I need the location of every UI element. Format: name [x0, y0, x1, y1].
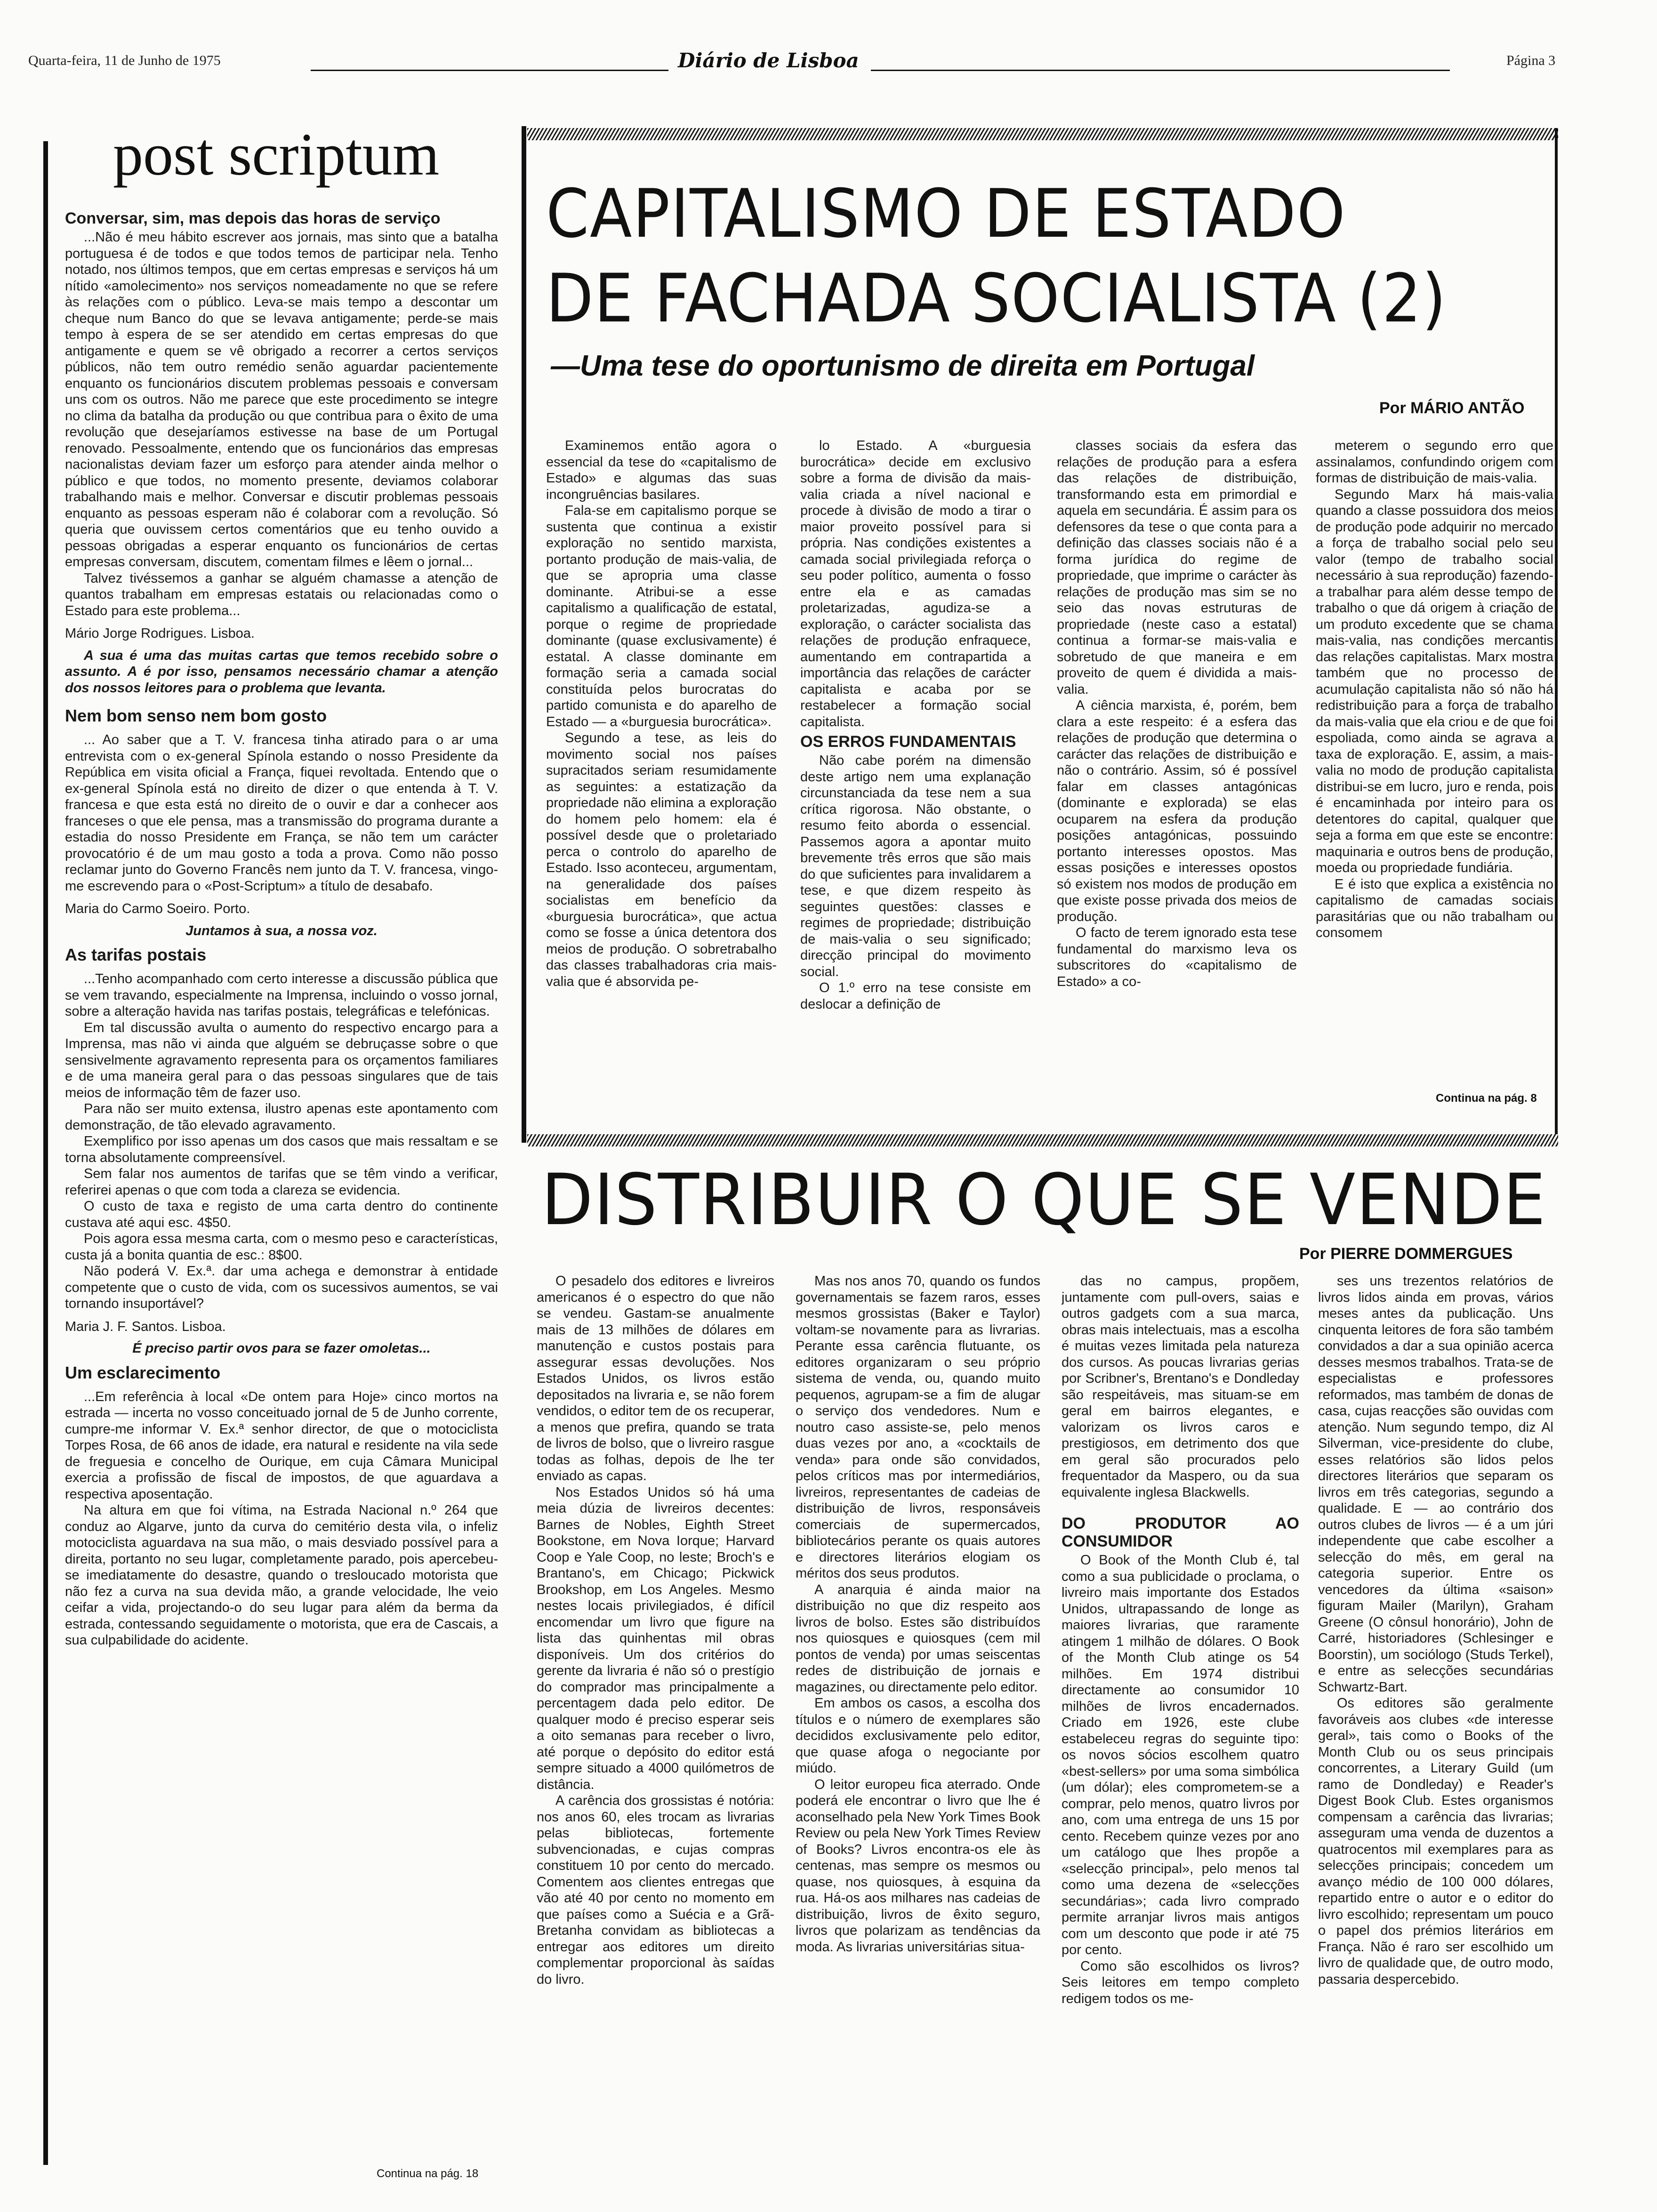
letter-heading: As tarifas postais — [65, 945, 207, 964]
page-number: Página 3 — [1506, 53, 1556, 68]
article2-paragraph: O leitor europeu fica aterrado. Onde poderá ele encontrar o livro que lhe é aconselhado pela New York Times Book Review ou pela New York Times Review of Books? Livros encontra-os ele às centenas, mas sempre os mesmos ou quase, nos quiosques, à esquina da rua. Há-os aos milhares nas cadeias de distribuição, livros de êxito seguro, livros que polarizam as tendências da moda. As livrarias universitárias situa- — [796, 1777, 1040, 1955]
article1-col4 — [1316, 438, 1553, 1087]
article1-paragraph: E é isto que explica a existência no capitalismo de camadas sociais parasitárias que ou não trabalham ou consomem — [1316, 876, 1553, 940]
article2-col4 — [1318, 1273, 1553, 2210]
letter-heading: Nem bom senso nem bom gosto — [65, 706, 327, 725]
article2-paragraph: das no campus, propõem, juntamente com pull-overs, saias e outros gadgets com a sua marca, obras mais intelectuais, mas a escolha é muitas vezes limitada pela natureza dos cursos. As poucas livrarias gerias por Scribner's, Brentano's e Dondleday são respeitáveis, mas situam-se em geral em bairros elegantes, e valorizam os livros caros e prestigiosos, em detrimento dos que em geral são procurados pelo frequentador da Maspero, ou da sua equivalente inglesa Blackwells. — [1062, 1274, 1299, 1500]
article1-paragraph: meterem o segundo erro que assinalamos, confundindo origem com formas de distribuição de mais-valia. — [1316, 438, 1553, 486]
article2-paragraph: ses uns trezentos relatórios de livros lidos ainda em provas, vários meses antes da publicação. Uns cinquenta leitores de fora são também convidados a dar a sua opinião acerca desses mesmos trabalhos. Trata-se de especialistas e professores reformados, mas também de donas de casa, cujas reacções são ouvidas com atenção. Num segundo tempo, diz Al Silverman, vice-presidente do clube, esses relatórios são lidos pelos directores literários que separam os livros em três categorias, segundo a qualidade. E — ao contrário dos outros clubes de livros — é a um júri independente que cabe escolher a selecção do mês, em geral na categoria superior. Entre os vencedores da última «saison» figuram Mailer (Marilyn), Graham Greene (O cônsul honorário), John de Carré, historiadores (Schlesinger e Boorstin), um sociólogo (Studs Terkel), e entre as selecções secundárias Schwartz-Bart. — [1318, 1274, 1553, 1695]
article1-paragraph: classes sociais da esfera das relações de produção para a esfera das relações de distribuição, transformando esta em primordial e aquela em secundária. É assim para os defensores da tese o que conta para a definição das classes sociais não é a forma jurídica do regime de propriedade, que imprime o carácter às relações de produção mas sim se no seio das novas estruturas de propriedade (neste caso a estatal) continua a formar-se mais-valia e sobretudo de que maneira e em proveito de quem é dividida a mais-valia. — [1057, 438, 1297, 697]
header-rule-left — [311, 70, 668, 71]
article2-paragraph: Como são escolhidos os livros? Seis leitores em tempo completo redigem todos os me- — [1062, 1958, 1299, 2006]
article1-byline: Por MÁRIO ANTÃO — [1379, 399, 1525, 417]
letter-paragraph: Não poderá V. Ex.ª. dar uma achega e demonstrar à entidade competente que o custo de vida, com os sucessivos aumentos, se vai tornando insuportável? — [65, 1264, 498, 1311]
article1-left-border — [522, 126, 526, 1143]
article2-headline: DISTRIBUIR O QUE SE VENDE — [541, 1159, 1547, 1241]
continued-note: Continua na pág. 18 — [377, 2167, 479, 2180]
article2-subheading: DO PRODUTOR AO CONSUMIDOR — [1062, 1515, 1299, 1550]
letter-signature: Maria do Carmo Soeiro. Porto. — [65, 901, 250, 916]
letter-paragraph: Na altura em que foi vítima, na Estrada Nacional n.º 264 que conduz ao Algarve, junto da curva do cemitério desta vila, o infeliz motociclista aguardava na sua mão, o mais desviado possível para a direita, portanto no seu lugar, completamente parado, pois apercebeu-se imediatamente do desastre, quando o tresloucado motorista que não fez a curva na sua devida mão, a grande velocidade, lhe veio ceifar a vida, projectando-o do seu lugar para além da berma da estrada, contessando seguidamente o motorista, que era de Cascais, a sua culpabilidade do acidente. — [65, 1503, 498, 1648]
article2-paragraph: Os editores são geralmente favoráveis aos clubes «de interesse geral», tais como o Books of the Month Club ou os seus principais concorrentes, a Literary Guild (um ramo de Dondleday) e Reader's Digest Book Club. Estes organismos compensam a carência das livrarias; asseguram uma venda de duzentos a quatrocentos mil exemplares para as selecções principais; concedem um avanço médio de 100 000 dólares, repartido entre o autor e o editor do livro escolhido; representam um pouco o papel dos prémios literários em França. Não é raro ser escolhido um livro de qualidade que, de outro modo, passaria despercebido. — [1318, 1696, 1553, 1987]
letter-signature: Maria J. F. Santos. Lisboa. — [65, 1319, 226, 1334]
article1-paragraph: O 1.º erro na tese consiste em deslocar a definição de — [800, 980, 1031, 1012]
editor-note: Juntamos à sua, a nossa voz. — [185, 923, 378, 938]
letter-heading: Um esclarecimento — [65, 1362, 221, 1382]
letter-paragraph: Sem falar nos aumentos de tarifas que se têm vindo a verificar, referirei apenas o que com toda a clareza se evidencia. — [65, 1166, 498, 1198]
article2-col3 — [1062, 1273, 1299, 2210]
letter-paragraph: Para não ser muito extensa, ilustro apenas este apontamento com demonstração, de tão elevado agravamento. — [65, 1101, 498, 1133]
article1-subheading: OS ERROS FUNDAMENTAIS — [800, 733, 1016, 751]
article1-col1 — [546, 438, 777, 1101]
letter-signature: Mário Jorge Rodrigues. Lisboa. — [65, 626, 255, 641]
article2-paragraph: Em ambos os casos, a escolha dos títulos e o número de exemplares são decididos exclusivamente pelo editor, que quase afoga o negociante por miúdo. — [796, 1696, 1040, 1776]
article2-paragraph: A anarquia é ainda maior na distribuição no que diz respeito aos livros de bolso. Estes são distribuídos nos quiosques e quiosques (cem mil pontos de venda) por umas seiscentas redes de distribuição de jornais e magazines, ou directamente pelo editor. — [796, 1582, 1040, 1695]
article1-paragraph: Segundo Marx há mais-valia quando a classe possuidora dos meios de produção pode adquirir no mercado a força de trabalho social pelo seu valor (tempo de trabalho social necessário à sua reprodução) fazendo-a trabalhar para além desse tempo de trabalho o que dá origem à criação de um produto excedente que se chama mais-valia, nas condições mercantis das relações capitalistas. Marx mostra também que no processo de acumulação capitalista não só não há redistribuição para a força de trabalho da mais-valia que ela criou e de que foi espoliada, como ainda se agrava a taxa de exploração. E, assim, a mais-valia no modo de produção capitalista distribui-se em lucro, juro e renda, pois é encaminhada por inteiro para os detentores do capital, qualquer que seja a forma em que este se encontre: maquinaria e outros bens de produção, moeda ou propriedade fundiária. — [1316, 487, 1553, 875]
article1-subheadline: —Uma tese do oportunismo de direita em Portugal — [551, 350, 1255, 382]
article1-top-border — [527, 128, 1558, 140]
article2-paragraph: Nos Estados Unidos só há uma meia dúzia de livreiros decentes: Barnes de Nobles, Eighth Street Bookstone, em Nova Iorque; Harvard Coop e Yale Coop, no leste; Broch's e Brantano's, em Chicago; Pickwick Brookshop, em Los Angeles. Mesmo nestes locais privilegiados, é difícil encomendar um livro que figure na lista das quinhentas mil obras disponíveis. Um dos critérios do gerente da livraria é não só o prestígio do comprador mas principalmente a percentagem dada pelo editor. De qualquer modo é preciso esperar seis a oito semanas para receber o livro, até porque o depósito do editor está sempre situado a 4000 quilómetros de distância. — [537, 1484, 774, 1792]
article2-paragraph: O pesadelo dos editores e livreiros americanos é o espectro do que não se vendeu. Gastam-se anualmente mais de 13 milhões de dólares em manutenção e custos postais para assegurar essas devoluções. Nos Estados Unidos, os livros estão depositados na livraria e, se não forem vendidos, o editor tem de os recuperar, a menos que prefira, quando se trata de livros de bolso, que o livreiro rasgue todas as folhas, depois de lhe ter enviado as capas. — [537, 1274, 774, 1483]
article1-paragraph: Examinemos então agora o essencial da tese do «capitalismo de Estado» e algumas das suas incongruências basilares. — [546, 438, 777, 502]
article1-paragraph: Fala-se em capitalismo porque se sustenta que continua a existir exploração no sentido marxista, portanto produção de mais-valia, de que se apropria uma classe dominante. Atribui-se a esse capitalismo a qualificação de estatal, porque o regime de propriedade dominante (quase exclusivamente) é estatal. A classe dominante em formação seria a camada social constituída pelos burocratas do partido comunista e do aparelho de Estado — a «burguesia burocrática». — [546, 503, 777, 729]
header-rule-right — [871, 70, 1450, 71]
article2-paragraph: O Book of the Month Club é, tal como a sua publicidade o proclama, o livreiro mais importante dos Estados Unidos, ultrapassando de longe as maiores livrarias, que raramente atingem 1 milhão de dólares. O Book of the Month Club atinge os 54 milhões. Em 1974 distribui directamente ao consumidor 10 milhões de livros encadernados. Criado em 1926, este clube estabeleceu regras do seguinte tipo: os novos sócios escolhem quatro «best-sellers» por uma soma simbólica (um dólar); eles comprometem-se a comprar, pelo menos, quatro livros por ano, com uma entrega de uns 15 por cento. Recebem quinze vezes por ano um catálogo que lhes propõe a «selecção principal», pelo menos tal como uma dezena de «selecções secundárias»; cada livro comprado permite arranjar livros mais antigos com um desconto que pode ir até 75 por cento. — [1062, 1553, 1299, 1957]
article1-paragraph: A ciência marxista, é, porém, bem clara a este respeito: é a esfera das relações de produção que determina o carácter das relações de distribuição e não o contrário. Assim, só é possível falar em classes antagónicas (dominante e explorada) se elas ocuparem na esfera da produção posições antagónicas, possuindo portanto interesses opostos. Mas essas posições e interesses opostos só existem nos modos de produção em que existe posse privada dos meios de produção. — [1057, 698, 1297, 924]
article1-continued: Continua na pág. 8 — [1436, 1092, 1537, 1105]
article1-paragraph: Não cabe porém na dimensão deste artigo nem uma explanação circunstanciada da tese nem a sua crítica rigorosa. Não obstante, o resumo feito aborda o essencial. Passemos agora a apontar muito brevemente três erros que são mais do que suficientes para invalidarem a tese, e que dizem respeito às seguintes questões: classes e regimes de propriedade; distribuição de mais-valia o seu significado; direcção principal do movimento social. — [800, 753, 1031, 979]
article2-byline: Por PIERRE DOMMERGUES — [1299, 1245, 1513, 1263]
letter-paragraph: ...Não é meu hábito escrever aos jornais, mas sinto que a batalha portuguesa é de todos e que todos temos de participar nela. Tenho notado, nos últimos tempos, que em certas empresas e serviços há um nítido «amolecimento» nos serviços nomeadamente no que se refere às relações com o público. Leva-se mais tempo a descontar um cheque num Banco do que se levava antigamente; perde-se mais tempo à espera de se ser atendido em certas empresas do que antigamente e quem se vê obrigado a recorrer a certos serviços públicos, não tem outro remédio senão aguardar pacientemente enquanto os funcionários discutem problemas pessoais e conversam uns com os outros. Não me parece que este procedimento se integre no clima da batalha da produção ou que contribua para o êxito de uma revolução que desejaríamos estivesse na base de um Portugal renovado. Pessoalmente, entendo que os funcionários das empresas nacionalistas deviam fazer um esforço para atender ainda melhor o público e que todos, no momento presente, deviamos colaborar trabalhando mais e melhor. Conversar e discutir problemas pessoais enquanto as pessoas esperam não é colaborar com a revolução. Só queria que ouvissem certos comentários que eu tenho ouvido a pessoas obrigadas a esperar enquanto os funcionários de certas empresas conversam, discutem, comentam filmes e lêem o jornal... — [65, 230, 498, 569]
article2-col1 — [537, 1273, 774, 2210]
article1-paragraph: Segundo a tese, as leis do movimento social nos países supracitados seriam resumidamente as seguintes: a estatização da propriedade não elimina a exploração do homem pelo homem: ela é possível desde que o proletariado perca o controlo do aparelho de Estado. Isso aconteceu, argumentam, na generalidade dos países socialistas em benefício da «burguesia burocrática», que actua como se fosse a única detentora dos meios de produção. O sobretrabalho das classes trabalhadoras cria mais-valia que é absorvida pe- — [546, 730, 777, 989]
letter-paragraph: ...Em referência à local «De ontem para Hoje» cinco mortos na estrada — incerta no vosso conceituado jornal de 5 de Junho corrente, cumpre-me informar V. Ex.ª senhor director, de que o motociclista Torpes Rosa, de 66 anos de idade, era natural e residente na vila sede de freguesia e concelho de Ourique, em cuja Câmara Municipal exercia a profissão de fiscal de impostos, de que aguardava a respectiva aposentação. — [65, 1389, 498, 1502]
editor-note: A sua é uma das muitas cartas que temos recebido sobre o assunto. A é por isso, pensamos necessário chamar a atenção dos nossos leitores para o problema que levanta. — [65, 648, 498, 696]
issue-date: Quarta-feira, 11 de Junho de 1975 — [28, 53, 221, 68]
letter-paragraph: ...Tenho acompanhado com certo interesse a discussão pública que se vem travando, especialmente na Imprensa, incluindo o vosso jornal, sobre a alteração havida nas tarifas postais, telegráficas e telefónicas. — [65, 971, 498, 1019]
article2-paragraph: A carência dos grossistas é notória: nos anos 60, eles trocam as livrarias pelas bibliotecas, fortemente subvencionadas, e cujas compras constituem 10 por cento do mercado. Comentem aos clientes entregas que vão até 40 por cento no momento em que países como a Suécia e a Grã-Bretanha convidam as bibliotecas a entregar aos editores um direito complementar proporcional às saídas do livro. — [537, 1793, 774, 1987]
article1-col3 — [1057, 438, 1297, 1101]
letter-paragraph: O custo de taxa e registo de uma carta dentro do continente custava até aqui esc. 4$50. — [65, 1199, 498, 1230]
article2-top-border — [527, 1134, 1558, 1146]
article1-col2 — [800, 438, 1031, 1101]
editor-note: É preciso partir ovos para se fazer omoletas... — [132, 1341, 431, 1356]
article1-right-border — [1555, 128, 1558, 1143]
letter-paragraph: Pois agora essa mesma carta, com o mesmo peso e características, custa já a bonita quantia de esc.: 8$00. — [65, 1231, 498, 1263]
article1-paragraph: lo Estado. A «burguesia burocrática» decide em exclusivo sobre a forma de divisão da mais-valia criada a nível nacional e procede à divisão de modo a tirar o maior proveito possível para si própria. Nas condições existentes a camada social privilegiada reforça o seu poder político, aumenta o fosso entre ela e as camadas proletarizadas, agudiza-se a exploração, o carácter socialista das relações de produção enfraquece, aumentando em contrapartida a importância das relações de carácter capitalista e acaba por se restabelecer a formação social capitalista. — [800, 438, 1031, 729]
article1-paragraph: O facto de terem ignorado esta tese fundamental do marxismo leva os subscritores do «capitalismo de Estado» a co- — [1057, 925, 1297, 989]
article1-headline-line1: CAPITALISMO DE ESTADO — [546, 175, 1346, 253]
letters-column — [65, 209, 498, 2148]
left-column-border — [43, 141, 48, 2165]
letter-heading: Conversar, sim, mas depois das horas de serviço — [65, 209, 441, 227]
letter-paragraph: Exemplifico por isso apenas um dos casos que mais ressaltam e se torna absolutamente compreensível. — [65, 1134, 498, 1165]
article2-paragraph: Mas nos anos 70, quando os fundos governamentais se fazem raros, esses mesmos grossistas (Baker e Taylor) voltam-se novamente para as livrarias. Perante essa carência flutuante, os editores organizaram o seu próprio sistema de venda, ou, quando muito pequenos, agrupam-se a fim de alugar o serviço dos vendedores. Num e noutro caso assiste-se, pelo menos duas vezes por ano, a «cocktails de venda» para onde são convidados, pelos críticos mas por intermediários, livreiros, representantes de cadeias de distribuição de livros, responsáveis comerciais de supermercados, bibliotecários perante os quais autores e directores literários elogiam os méritos dos seus produtos. — [796, 1274, 1040, 1581]
masthead: Diário de Lisboa — [678, 49, 859, 72]
letter-paragraph: Em tal discussão avulta o aumento do respectivo encargo para a Imprensa, mas não vi ainda que alguém se debruçasse sobre o que sensivelmente agravamento representa para os orçamentos familiares e de uma maneira geral para o das pessoas singulares que de tais meios de informação têm de fazer uso. — [65, 1020, 498, 1100]
letter-paragraph: Talvez tivéssemos a ganhar se alguém chamasse a atenção de quantos trabalham em empresas estatais ou relacionadas como o Estado para este problema... — [65, 570, 498, 618]
article1-headline-line2: DE FACHADA SOCIALISTA (2) — [546, 260, 1447, 337]
section-title: post scriptum — [113, 121, 440, 188]
article2-col2 — [796, 1273, 1040, 2210]
letter-paragraph: ... Ao saber que a T. V. francesa tinha atirado para o ar uma entrevista com o ex-general Spínola estando o nosso Presidente da República em visita oficial a França, fiquei revoltada. Entendo que o ex-general Spínola está no direito de dizer o que entenda à T. V. francesa e que esta está no direito de o ouvir e dar a conhecer aos franceses o que ele pensa, mas a transmissão do programa durante a estadia do nosso Presidente em França, se não tem um carácter provocatório é de um mau gosto a toda a prova. Como não posso reclamar junto do Governo Francês nem junto da T. V. francesa, vingo-me escrevendo para o «Post-Scriptum» a título de desabafo. — [65, 732, 498, 894]
